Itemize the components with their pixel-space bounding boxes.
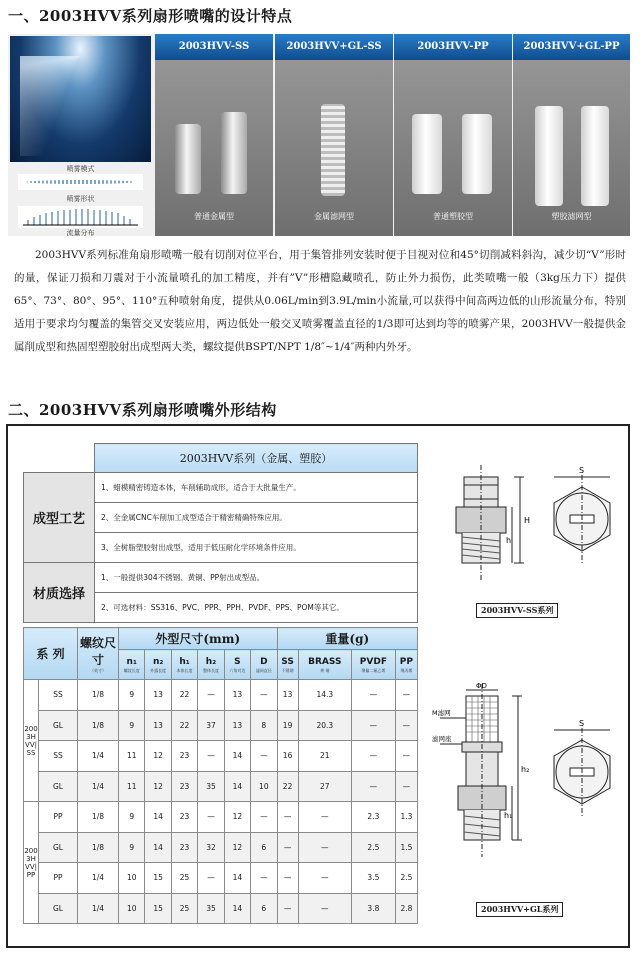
table-cell: 12 (224, 802, 250, 833)
table-cell: — (298, 893, 351, 924)
table-cell: — (251, 863, 277, 894)
dim-mark-h2: h₂ (521, 765, 530, 774)
table-cell: — (395, 771, 417, 802)
product-name: 2003HVV-PP (394, 34, 512, 60)
outline-header: 外型尺寸(mm) (119, 628, 278, 650)
dimension-table (23, 627, 418, 924)
dim-mark-h-big: H (524, 516, 531, 525)
table-cell: 10 (251, 771, 277, 802)
column-header-n1: n₁ 螺纹长度 (119, 650, 145, 680)
row-thread: 1/4 (78, 741, 119, 772)
table-cell: 21 (298, 741, 351, 772)
table-cell: 35 (198, 893, 224, 924)
table-cell: 6 (251, 832, 277, 863)
ss-series-diagram (432, 455, 622, 605)
table-cell: 14 (224, 771, 250, 802)
properties-table (23, 443, 418, 623)
spray-shape-image (18, 174, 143, 190)
table-cell: 14 (145, 832, 171, 863)
table-cell: 9 (119, 680, 145, 711)
table-cell: 10 (119, 893, 145, 924)
table-row (24, 741, 418, 772)
row-type: GL (39, 710, 78, 741)
table-cell: 23 (171, 832, 197, 863)
table-cell: 14.3 (298, 680, 351, 711)
table-cell: 11 (119, 771, 145, 802)
column-header-pp: PP 聚丙烯 (395, 650, 417, 680)
row-type: SS (39, 680, 78, 711)
table-cell: — (198, 680, 224, 711)
table-cell: 15 (145, 863, 171, 894)
table-cell: 9 (119, 710, 145, 741)
table-cell: 12 (145, 741, 171, 772)
table-cell: 1.3 (395, 802, 417, 833)
table-cell: 9 (119, 832, 145, 863)
product-column-gl-ss (275, 34, 393, 236)
metal-nozzle-image (221, 112, 247, 194)
dim-mark-s: S (579, 466, 585, 475)
dim-mark-h-small: h (506, 536, 512, 545)
product-name: 2003HVV-SS (155, 34, 273, 60)
ss-series-caption: 2003HVV-SS系列 (476, 603, 558, 618)
column-header-s: S 六角对边 (224, 650, 250, 680)
table-cell: 20.3 (298, 710, 351, 741)
table-cell: 14 (145, 802, 171, 833)
plastic-nozzle-image (412, 114, 442, 194)
table-row (24, 771, 418, 802)
section-title-structure: 二、2003HVV系列扇形喷嘴外形结构 (8, 401, 277, 419)
row-type: GL (39, 832, 78, 863)
column-header-d: D 滤网直径 (251, 650, 277, 680)
table-cell: 14 (224, 741, 250, 772)
row-type: SS (39, 741, 78, 772)
properties-header: 2003HVV系列（金属、塑胶） (95, 444, 418, 473)
table-cell: 13 (224, 710, 250, 741)
spray-pattern-photo (10, 36, 151, 162)
plastic-filter-nozzle-image (581, 106, 609, 206)
column-header-pvdf: PVDF 聚偏二氟乙烯 (351, 650, 395, 680)
process-item: 1、蜡模精密铸造本体，车削辅助成形，适合于大批量生产。 (95, 473, 418, 503)
row-thread: 1/4 (78, 893, 119, 924)
spray-shape-caption: 喷雾形状 (66, 195, 95, 203)
material-item: 2、可选材料：SS316、PVC、PPR、PPH、PVDF、PPS、POM等其它。 (95, 593, 418, 623)
column-header-n2: n₂ 外露长度 (145, 650, 171, 680)
table-cell: 23 (171, 741, 197, 772)
series-group-ss: 2003HVV|SS (24, 680, 39, 802)
dim-mark-h1: h₁ (504, 811, 513, 820)
product-column-pp (394, 34, 512, 236)
table-cell: — (298, 832, 351, 863)
table-cell: — (395, 741, 417, 772)
table-cell: — (277, 893, 298, 924)
table-cell: 25 (171, 893, 197, 924)
row-type: PP (39, 863, 78, 894)
table-cell: 23 (171, 802, 197, 833)
table-cell: 2.5 (395, 863, 417, 894)
table-row (24, 863, 418, 894)
row-type: PP (39, 802, 78, 833)
product-label: 金属滤网型 (314, 212, 354, 221)
product-photo-panel (8, 34, 630, 236)
table-cell: — (351, 710, 395, 741)
table-cell: 3.5 (351, 863, 395, 894)
row-thread: 1/4 (78, 771, 119, 802)
table-cell: 27 (298, 771, 351, 802)
description-paragraph: 2003HVV系列标准角扇形喷嘴一般有切削对位平台，用于集管排列安装时便于目视对位和45°切削减料斜沟，减少切“V”形时的量，保证刀损和刀震对于小流量喷孔的加工精度，并有”V”形槽隐藏喷孔，防止外力损伤，此类喷嘴一般（3kg压力下）提供65°、73°、80°、95°、110°五种喷射角度，提供从0.06L/min到3.9L/min小流量,可以获得中间高两边低的山形流量分布，特别适用于要求均匀覆盖的集管交叉安装应用，两边低处一般交叉喷雾覆盖直径的1/3即可达到均等的喷雾产果，2003HVV一般提供金属削成型和热固型塑胶射出成型两大类，螺纹提供BSPT/NPT 1/8″~1/4″两种内外牙。 (14, 249, 626, 353)
thread-header: 螺纹尺寸 （英寸） (78, 628, 119, 680)
table-cell: 14 (224, 893, 250, 924)
row-thread: 1/8 (78, 710, 119, 741)
table-row (24, 680, 418, 711)
product-name: 2003HVV+GL-PP (513, 34, 630, 60)
table-cell: — (251, 680, 277, 711)
table-cell: 13 (277, 680, 298, 711)
series-header: 系 列 (24, 628, 78, 680)
plastic-filter-nozzle-image (535, 106, 563, 206)
section-title-design: 一、2003HVV系列扇形喷嘴的设计特点 (8, 7, 293, 25)
spray-info-column (8, 34, 153, 236)
table-cell: 3.8 (351, 893, 395, 924)
table-row (24, 893, 418, 924)
filter-base-label: 滤网座 (432, 735, 452, 743)
weight-header: 重量(g) (277, 628, 417, 650)
table-cell: — (277, 863, 298, 894)
row-type: GL (39, 893, 78, 924)
table-cell: 6 (251, 893, 277, 924)
dim-mark-s: S (579, 719, 585, 728)
table-cell: 12 (224, 832, 250, 863)
series-group-pp: 2003HVV|PP (24, 802, 39, 924)
table-cell: — (351, 680, 395, 711)
dim-mark-diameter: ΦD (476, 682, 487, 690)
product-label: 普通金属型 (194, 212, 234, 221)
table-cell: 35 (198, 771, 224, 802)
table-cell: 32 (198, 832, 224, 863)
process-label: 成型工艺 (24, 473, 95, 563)
table-cell: 22 (277, 771, 298, 802)
table-cell: 2.5 (351, 832, 395, 863)
table-row (24, 802, 418, 833)
table-cell: — (198, 802, 224, 833)
table-cell: 12 (145, 771, 171, 802)
column-header-brass: BRASS 黄 铜 (298, 650, 351, 680)
table-cell: 1.5 (395, 832, 417, 863)
process-item: 2、全金属CNC车削加工成型适合于精密精确特殊应用。 (95, 503, 418, 533)
product-column-ss (155, 34, 273, 236)
column-header-h2: h₂ 整体长度 (198, 650, 224, 680)
flow-distribution-caption: 流量分布 (66, 229, 95, 237)
table-cell: — (298, 863, 351, 894)
row-thread: 1/8 (78, 802, 119, 833)
row-thread: 1/4 (78, 863, 119, 894)
product-label: 塑胶滤网型 (551, 212, 592, 221)
table-cell: 25 (171, 863, 197, 894)
table-cell: 11 (119, 741, 145, 772)
table-row (24, 832, 418, 863)
table-cell: — (351, 771, 395, 802)
table-cell: 15 (145, 893, 171, 924)
column-header-ss: SS 不锈钢 (277, 650, 298, 680)
table-cell: 8 (251, 710, 277, 741)
gl-series-caption: 2003HVV+GL系列 (476, 902, 563, 917)
table-cell: 13 (145, 710, 171, 741)
product-column-gl-pp (513, 34, 630, 236)
product-label: 普通塑胶型 (433, 212, 473, 221)
table-cell: 22 (171, 710, 197, 741)
table-cell: — (277, 802, 298, 833)
table-cell: 9 (119, 802, 145, 833)
plastic-nozzle-image (462, 114, 492, 194)
table-row (24, 710, 418, 741)
table-cell: — (277, 832, 298, 863)
row-thread: 1/8 (78, 832, 119, 863)
gl-series-diagram (432, 682, 622, 892)
table-cell: — (298, 802, 351, 833)
table-cell: 2.8 (395, 893, 417, 924)
table-cell: — (251, 802, 277, 833)
process-item: 3、全树脂塑胶射出成型，适用于低压耐化学环境条件应用。 (95, 533, 418, 563)
filter-mesh-label: M滤网 (432, 709, 451, 717)
row-type: GL (39, 771, 78, 802)
flow-distribution-image (18, 206, 143, 228)
spray-pattern-caption: 喷雾模式 (66, 165, 95, 173)
table-cell: 13 (145, 680, 171, 711)
table-cell: 23 (171, 771, 197, 802)
table-cell: 13 (224, 680, 250, 711)
table-cell: — (395, 710, 417, 741)
table-cell: 2.3 (351, 802, 395, 833)
metal-filter-nozzle-image (321, 104, 345, 196)
table-cell: — (198, 863, 224, 894)
table-cell: 10 (119, 863, 145, 894)
table-cell: — (395, 680, 417, 711)
material-item: 1、一般提供304不锈钢、黄铜、PP射出成型品。 (95, 563, 418, 593)
table-cell: 14 (224, 863, 250, 894)
table-cell: — (198, 741, 224, 772)
table-cell: 16 (277, 741, 298, 772)
table-cell: — (351, 741, 395, 772)
column-header-h1: h₁ 本体长度 (171, 650, 197, 680)
material-label: 材质选择 (24, 563, 95, 623)
product-name: 2003HVV+GL-SS (275, 34, 393, 60)
table-cell: — (251, 741, 277, 772)
row-thread: 1/8 (78, 680, 119, 711)
table-cell: 19 (277, 710, 298, 741)
table-cell: 37 (198, 710, 224, 741)
table-cell: 22 (171, 680, 197, 711)
metal-nozzle-image (175, 124, 201, 194)
